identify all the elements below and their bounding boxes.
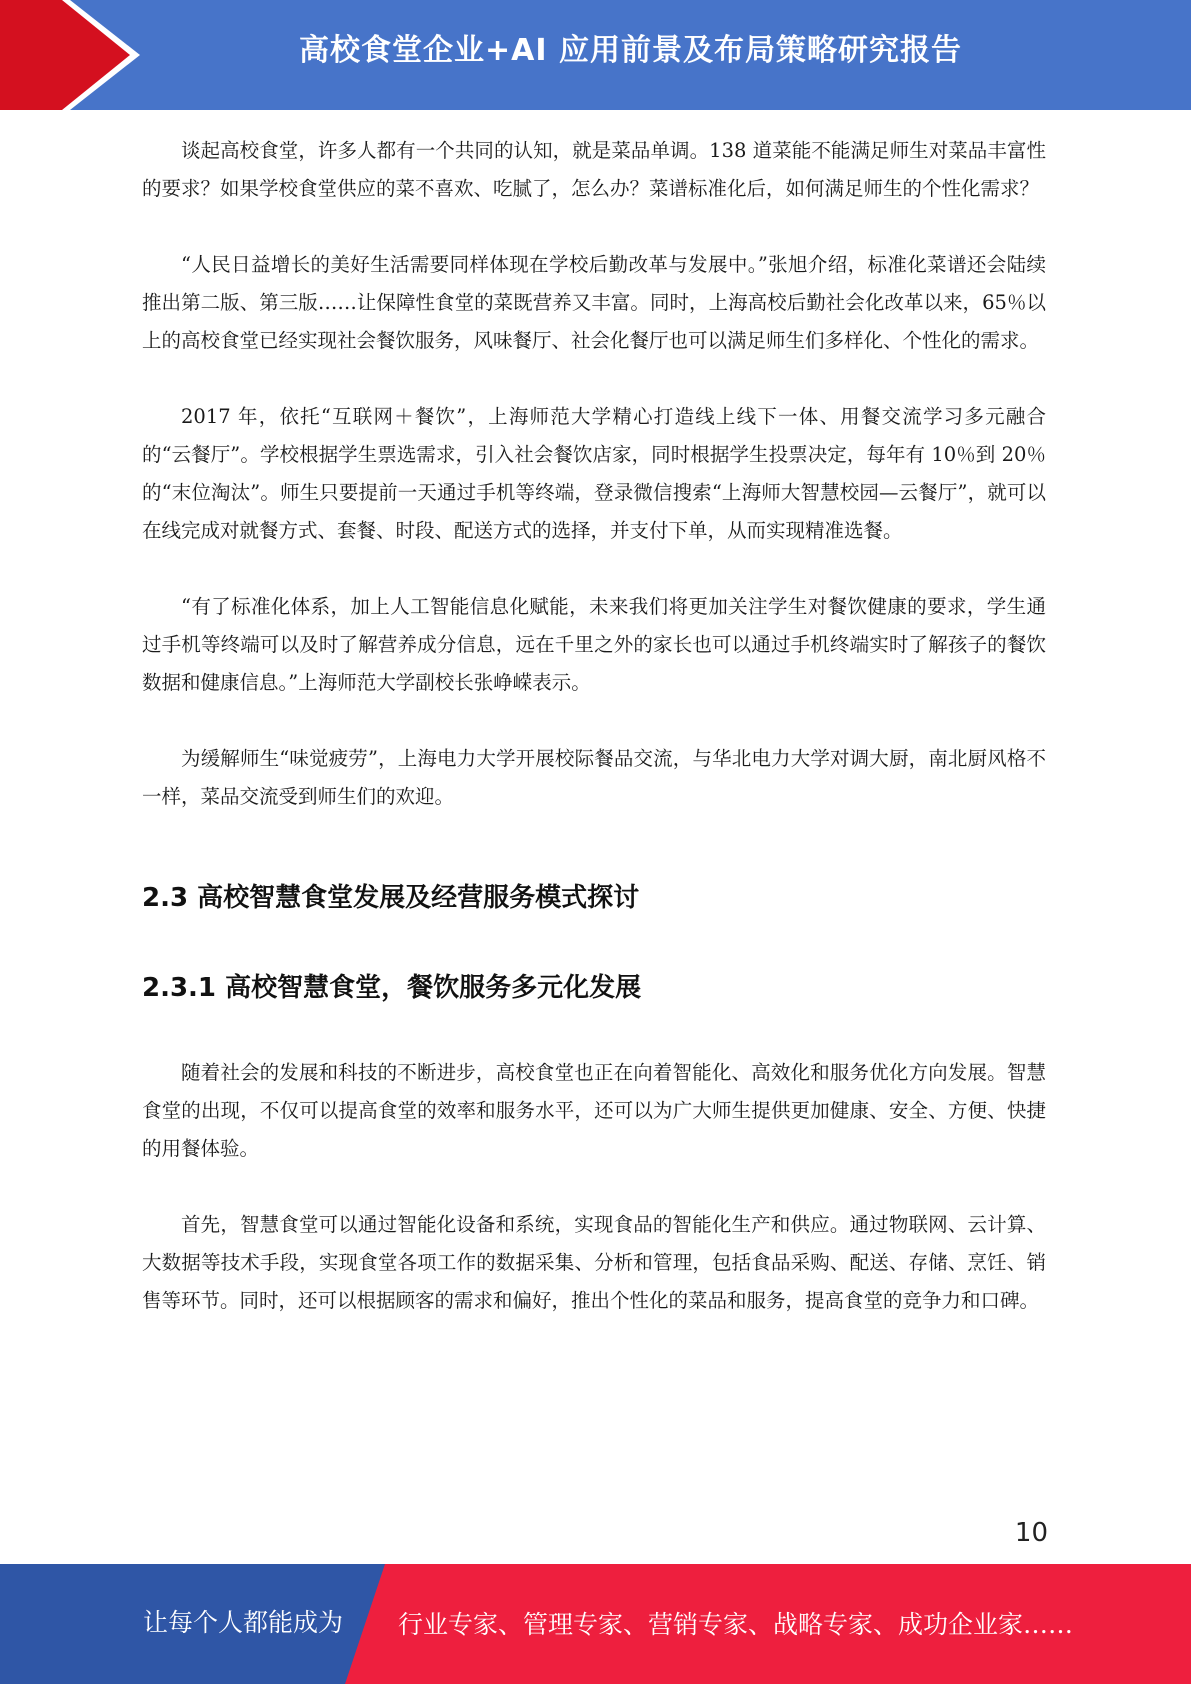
report-title: 高校食堂企业+AI 应用前景及布局策略研究报告 xyxy=(299,33,962,68)
footer-banner xyxy=(0,1564,1191,1684)
page-number: 10 xyxy=(1014,1518,1048,1548)
paragraph: 2017 年，依托“互联网＋餐饮”，上海师范大学精心打造线上线下一体、用餐交流学习多元融合的“云餐厅”。学校根据学生票选需求，引入社会餐饮店家，同时根据学生投票决定，每年有 10％到 20％的“末位淘汰”。师生只要提前一天通过手机等终端，登录微信搜索“上海师大智慧校园—云餐厅”，就可以在线完成对就餐方式、套餐、时段、配送方式的选择，并支付下单，从而实现精准选餐。 xyxy=(142,405,1046,542)
subsection-heading: 2.3.1 高校智慧食堂，餐饮服务多元化发展 xyxy=(142,973,642,1003)
section-heading: 2.3 高校智慧食堂发展及经营服务模式探讨 xyxy=(142,883,640,913)
paragraph: 首先，智慧食堂可以通过智能化设备和系统，实现食品的智能化生产和供应。通过物联网、云计算、大数据等技术手段，实现食堂各项工作的数据采集、分析和管理，包括食品采购、配送、存储、烹饪、销售等环节。同时，还可以根据顾客的需求和偏好，推出个性化的菜品和服务，提高食堂的竞争力和口碑。 xyxy=(142,1213,1046,1312)
header-banner xyxy=(0,0,1191,110)
paragraph: “有了标准化体系，加上人工智能信息化赋能，未来我们将更加关注学生对餐饮健康的要求，学生通过手机等终端可以及时了解营养成分信息，远在千里之外的家长也可以通过手机终端实时了解孩子的餐饮数据和健康信息。”上海师范大学副校长张峥嵘表示。 xyxy=(142,595,1046,694)
paragraph: “人民日益增长的美好生活需要同样体现在学校后勤改革与发展中。”张旭介绍，标准化菜谱还会陆续推出第二版、第三版……让保障性食堂的菜既营养又丰富。同时，上海高校后勤社会化改革以来，65％以上的高校食堂已经实现社会餐饮服务，风味餐厅、社会化餐厅也可以满足师生们多样化、个性化的需求。 xyxy=(142,253,1046,352)
paragraph: 谈起高校食堂，许多人都有一个共同的认知，就是菜品单调。138 道菜能不能满足师生对菜品丰富性的要求？如果学校食堂供应的菜不喜欢、吃腻了，怎么办？菜谱标准化后，如何满足师生的个性化需求？ xyxy=(142,139,1046,200)
section-spacer xyxy=(142,816,1046,878)
page-content xyxy=(142,132,1046,1358)
paragraph: 为缓解师生“味觉疲劳”，上海电力大学开展校际餐品交流，与华北电力大学对调大厨，南北厨风格不一样，菜品交流受到师生们的欢迎。 xyxy=(142,747,1046,808)
footer-slogan-right: 行业专家、管理专家、营销专家、战略专家、成功企业家…… xyxy=(398,1610,1074,1639)
paragraph: 随着社会的发展和科技的不断进步，高校食堂也正在向着智能化、高效化和服务优化方向发展。智慧食堂的出现，不仅可以提高食堂的效率和服务水平，还可以为广大师生提供更加健康、安全、方便、快捷的用餐体验。 xyxy=(142,1061,1046,1160)
footer-slogan-left: 让每个人都能成为 xyxy=(143,1608,344,1637)
